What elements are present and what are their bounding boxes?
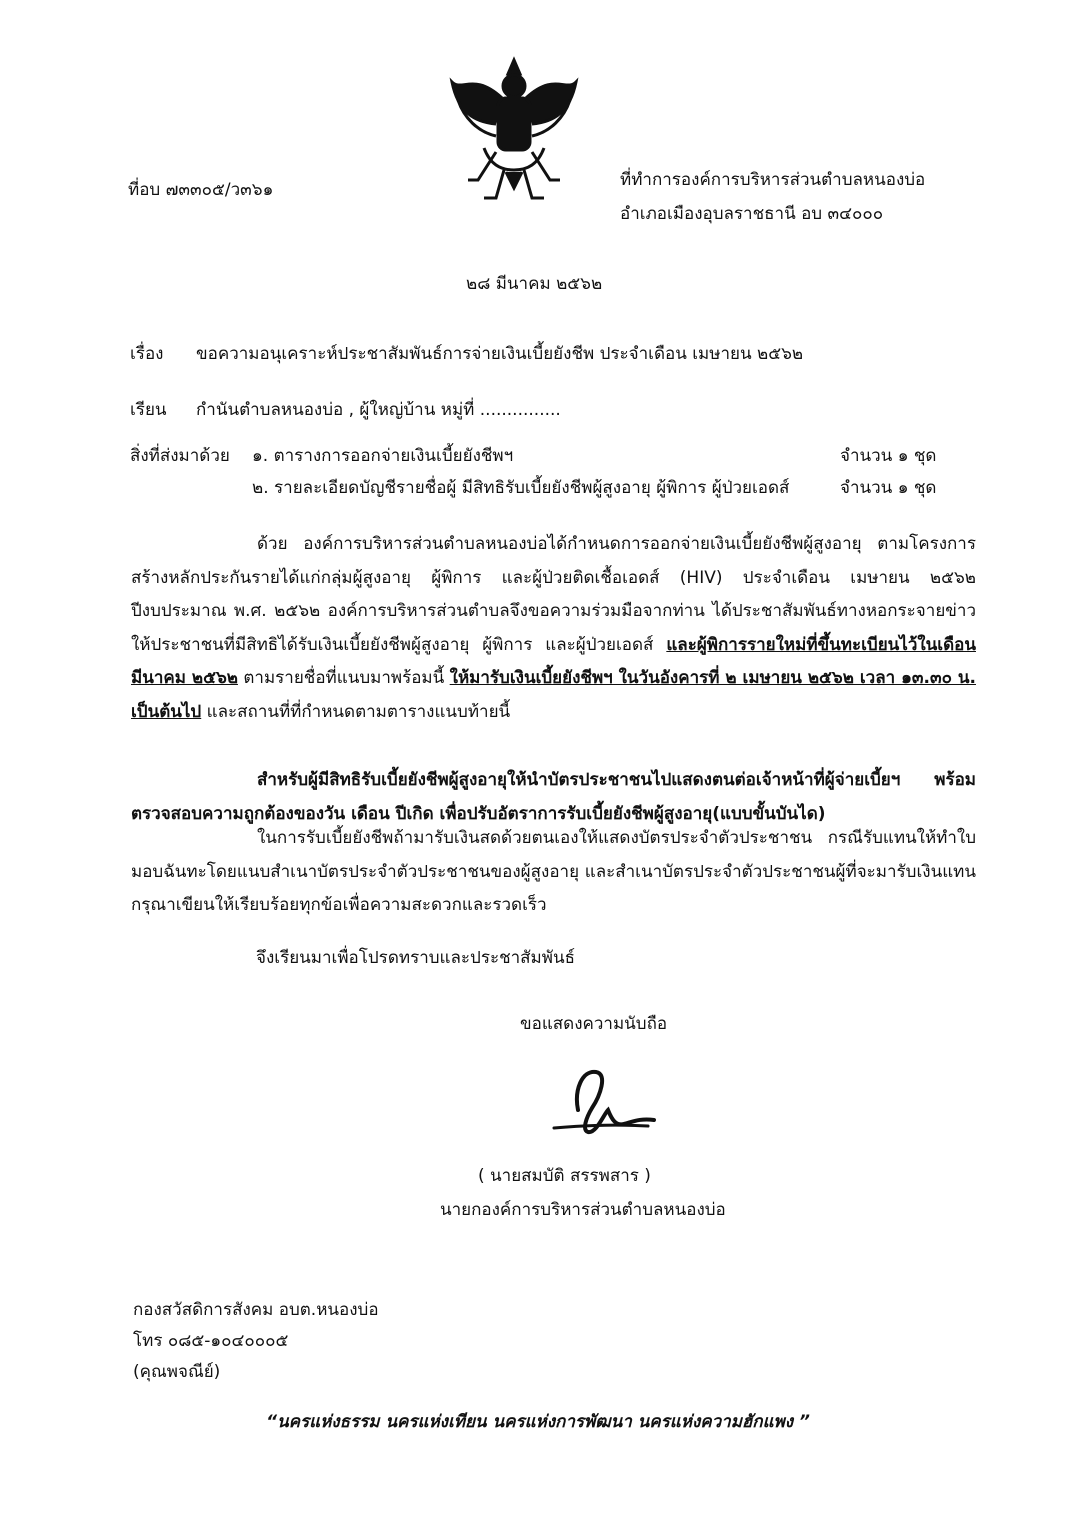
office-address-line2: อำเภอเมืองอุบลราชธานี อบ ๓๔๐๐๐ <box>620 204 884 224</box>
subject-text: ขอความอนุเคราะห์ประชาสัมพันธ์การจ่ายเงินเบี้ยยังชีพ ประจำเดือน เมษายน ๒๕๖๒ <box>196 344 804 364</box>
body-paragraph-3 <box>131 822 976 923</box>
closing-sentence: จึงเรียนมาเพื่อโปรดทราบและประชาสัมพันธ์ <box>256 948 575 968</box>
letter-date: ๒๘ มีนาคม ๒๕๖๒ <box>466 274 603 294</box>
recipient-label: เรียน <box>130 400 167 420</box>
body-highlight-pay-date: ให้มารับเงินเบี้ยยังชีพฯ ในวันอังคารที่ ๒ เมษายน ๒๕๖๒ เวลา ๑๓.๓๐ น. เป็นต้นไป <box>131 668 976 722</box>
signer-position: นายกองค์การบริหารส่วนตำบลหนองบ่อ <box>440 1200 726 1220</box>
regards-text: ขอแสดงความนับถือ <box>520 1014 668 1034</box>
handwritten-signature-icon <box>548 1060 658 1142</box>
enclosure-item-1-qty: จำนวน ๑ ชุด <box>840 446 937 466</box>
enclosures-label: สิ่งที่ส่งมาด้วย <box>130 446 230 466</box>
enclosure-item-1: ๑. ตารางการออกจ่ายเงินเบี้ยยังชีพฯ <box>252 446 514 466</box>
office-address-line1: ที่ทำการองค์การบริหารส่วนตำบลหนองบ่อ <box>620 170 926 190</box>
enclosure-item-2-qty: จำนวน ๑ ชุด <box>840 478 937 498</box>
body-paragraph-3-text: ในการรับเบี้ยยังชีพถ้ามารับเงินสดด้วยตนเองให้แสดงบัตรประจำตัวประชาชน กรณีรับแทนให้ทำใบมอบฉันทะโดยแนบสำเนาบัตรประจำตัวประชาชนของผู้สูงอายุ และสำเนาบัตรประจำตัวประชาชนผู้ที่จะมารับเงินแทน กรุณาเขียนให้เรียบร้อยทุกข้อเพื่อความสะดวกและรวดเร็ว <box>131 828 976 916</box>
garuda-emblem-icon <box>444 52 584 204</box>
body-paragraph-1-text-b: ตามรายชื่อที่แนบมาพร้อมนี้ <box>237 668 445 689</box>
enclosure-item-2: ๒. รายละเอียดบัญชีรายชื่อผู้ มีสิทธิรับเบี้ยยังชีพผู้สูงอายุ ผู้พิการ ผู้ป่วยเอดส์ <box>252 478 790 498</box>
subject-label: เรื่อง <box>130 344 164 364</box>
body-highlight-new-disabled: และผู้พิการรายใหม่ที่ขึ้นทะเบียนไว้ในเดือนมีนาคม ๒๕๖๒ <box>131 634 976 689</box>
body-paragraph-1-text-c: และสถานที่ที่กำหนดตามตารางแนบท้ายนี้ <box>201 701 511 722</box>
footer-contact: (คุณพจณีย์) <box>133 1362 221 1382</box>
recipient-text: กำนันตำบลหนองบ่อ , ผู้ใหญ่บ้าน หมู่ที่ ............... <box>196 400 561 420</box>
signer-name: ( นายสมบัติ สรรพสาร ) <box>478 1166 651 1186</box>
body-paragraph-2-text: สำหรับผู้มีสิทธิรับเบี้ยยังชีพผู้สูงอายุให้นำบัตรประชาชนไปแสดงตนต่อเจ้าหน้าที่ผู้จ่ายเบี้ยฯ พร้อมตรวจสอบความถูกต้องของวัน เดือน ปีเกิด เพื่อปรับอัตราการรับเบี้ยยังชีพผู้สูงอายุ(แบบขั้นบันได) <box>131 770 976 824</box>
footer-motto: “นครแห่งธรรม นครแห่งเทียน นครแห่งการพัฒนา นครแห่งความฮักแพง ” <box>266 1412 810 1432</box>
body-paragraph-1 <box>131 528 976 730</box>
footer-department: กองสวัสดิการสังคม อบต.หนองบ่อ <box>133 1300 379 1320</box>
footer-phone: โทร ๐๘๕-๑๐๔๐๐๐๕ <box>133 1331 289 1351</box>
body-paragraph-1-text-a: ด้วย องค์การบริหารส่วนตำบลหนองบ่อได้กำหนดการออกจ่ายเงินเบี้ยยังชีพผู้สูงอายุ ตามโครงการสร้างหลักประกันรายได้แก่กลุ่มผู้สูงอายุ ผู้พิการ และผู้ป่วยติดเชื้อเอดส์ (HIV) ประจำเดือน เมษายน ๒๕๖๒ ปีงบประมาณ พ.ศ. ๒๕๖๒ องค์การบริหารส่วนตำบลจึงขอความร่วมมือจากท่าน ได้ประชาสัมพันธ์ทางหอกระจายข่าว ให้ประชาชนที่มีสิทธิได้รับเงินเบี้ยยังชีพผู้สูงอายุ ผู้พิการ และผู้ป่วยเอดส์ <box>131 534 976 655</box>
reference-number: ที่อบ ๗๓๓๐๕/ว๓๖๑ <box>128 180 274 200</box>
